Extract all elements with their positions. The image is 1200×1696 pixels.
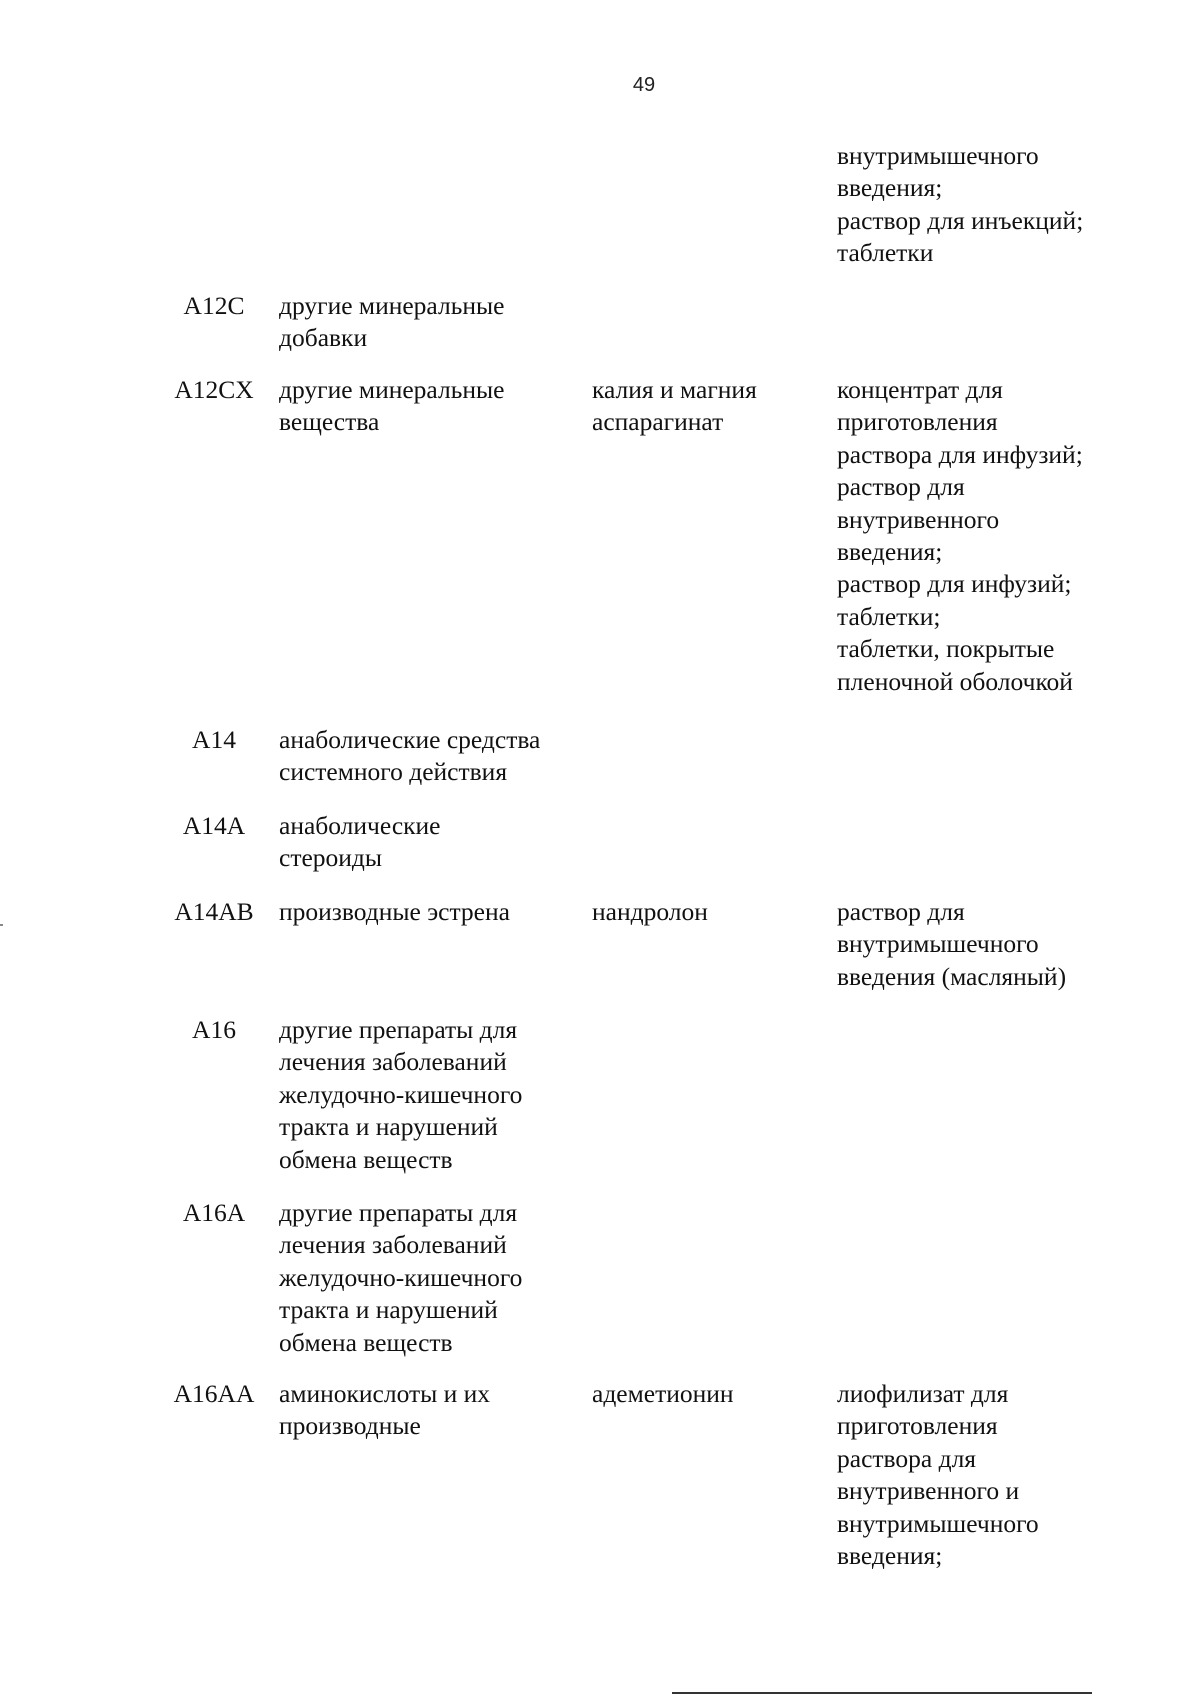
dosage-forms-line: внутривенного [837, 504, 1000, 534]
drug-name [592, 1378, 822, 1410]
group-name [279, 1014, 579, 1176]
group-name [279, 810, 579, 875]
dosage-forms-line: раствор для [837, 472, 965, 502]
group-name-line: производные эстрена [279, 897, 510, 926]
dosage-forms-line: внутримышечного [837, 141, 1039, 170]
dosage-forms-line: раствор для [837, 897, 965, 926]
group-name-line: другие препараты для [279, 1015, 518, 1044]
group-name-line: другие минеральные [279, 291, 505, 320]
dosage-forms-line: приготовления [837, 1411, 998, 1441]
group-name-line: тракта и нарушений [279, 1295, 498, 1325]
atc-code: A12CX [174, 375, 254, 404]
drug-name-line: аспарагинат [592, 407, 724, 437]
bottom-rule [672, 1692, 1092, 1694]
dosage-forms-line: введения; [837, 1541, 943, 1571]
dosage-forms [837, 140, 1177, 270]
atc-code: A12C [183, 291, 245, 320]
drug-name-line: адеметионин [592, 1379, 734, 1408]
margin-mark [0, 924, 3, 926]
dosage-forms-line: внутримышечного [837, 929, 1039, 959]
drug-name [592, 896, 822, 928]
group-name-line: анаболические средства [279, 725, 541, 754]
dosage-forms-line: таблетки, покрытые [837, 634, 1055, 664]
group-name [279, 374, 579, 439]
group-name-line: вещества [279, 407, 380, 437]
atc-code: A16AA [173, 1379, 255, 1408]
dosage-forms-line: введения (масляный) [837, 961, 1067, 991]
group-name-line: обмена веществ [279, 1144, 453, 1174]
group-name-line: желудочно-кишечного [279, 1079, 523, 1109]
dosage-forms-line: приготовления [837, 407, 998, 437]
atc-code: A14 [192, 725, 236, 754]
atc-code: A16A [182, 1198, 246, 1227]
group-name-line: другие минеральные [279, 375, 505, 404]
atc-code: A16 [192, 1015, 236, 1044]
dosage-forms-line: раствор для инъекций; [837, 205, 1084, 235]
dosage-forms-line: внутривенного и [837, 1476, 1020, 1506]
dosage-forms-line: введения; [837, 173, 943, 203]
group-name-line: аминокислоты и их [279, 1379, 491, 1408]
dosage-forms-line: пленочной оболочкой [837, 666, 1073, 696]
group-name [279, 1197, 579, 1359]
group-name-line: анаболические [279, 811, 441, 840]
page-number: 49 [632, 74, 656, 96]
drug-name-line: калия и магния [592, 375, 757, 404]
dosage-forms-line: лиофилизат для [837, 1379, 1009, 1408]
group-name-line: лечения заболеваний [279, 1230, 507, 1260]
group-name-line: стероиды [279, 843, 383, 873]
atc-code: A14AB [174, 897, 254, 926]
dosage-forms-line: раствор для инфузий; [837, 569, 1072, 599]
atc-code: A14A [182, 811, 246, 840]
group-name-line: добавки [279, 323, 368, 353]
dosage-forms-line: внутримышечного [837, 1508, 1039, 1538]
dosage-forms-line: таблетки [837, 238, 934, 268]
dosage-forms-line: таблетки; [837, 601, 941, 631]
group-name-line: производные [279, 1411, 421, 1441]
group-name-line: желудочно-кишечного [279, 1262, 523, 1292]
group-name-line: лечения заболеваний [279, 1047, 507, 1077]
group-name [279, 724, 579, 789]
group-name-line: обмена веществ [279, 1327, 453, 1357]
group-name [279, 1378, 579, 1443]
group-name [279, 896, 579, 928]
drug-name-line: нандролон [592, 897, 708, 926]
dosage-forms [837, 896, 1177, 993]
group-name [279, 290, 579, 355]
group-name-line: системного действия [279, 757, 508, 787]
group-name-line: другие препараты для [279, 1198, 518, 1227]
dosage-forms-line: раствора для [837, 1443, 977, 1473]
dosage-forms [837, 374, 1177, 698]
dosage-forms-line: введения; [837, 537, 943, 567]
group-name-line: тракта и нарушений [279, 1112, 498, 1142]
dosage-forms-line: концентрат для [837, 375, 1003, 404]
dosage-forms-line: раствора для инфузий; [837, 439, 1083, 469]
dosage-forms [837, 1378, 1177, 1572]
drug-name [592, 374, 822, 439]
